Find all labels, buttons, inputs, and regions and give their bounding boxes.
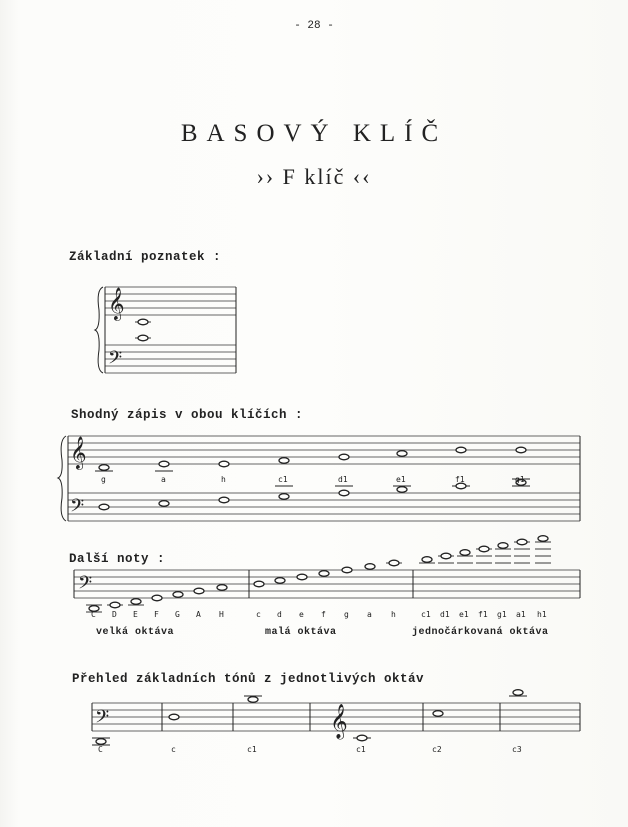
note-label: F [154, 610, 159, 619]
note-label: g [344, 610, 349, 619]
note-label: g1 [497, 610, 507, 619]
note-label: h [221, 475, 226, 484]
section-heading-more: Další noty : [69, 552, 166, 566]
note-label: f1 [478, 610, 488, 619]
note-label: C [98, 745, 103, 754]
note-label: c1 [247, 745, 257, 754]
note-label: c2 [432, 745, 442, 754]
note-label: f1 [455, 475, 465, 484]
note-c [169, 714, 179, 720]
note-label: E [133, 610, 138, 619]
bass-clef-icon: 𝄢 [78, 573, 93, 598]
note-label: e1 [459, 610, 469, 619]
note-label: c [171, 745, 176, 754]
note-label: a [161, 475, 166, 484]
page-number: - 28 - [294, 20, 334, 32]
note-label: c [256, 610, 261, 619]
note-label: D [112, 610, 117, 619]
note-label: e1 [396, 475, 406, 484]
note-label: c1 [421, 610, 431, 619]
note-label: f [321, 610, 326, 619]
octave-label-small: malá oktáva [265, 627, 337, 638]
bass-clef-icon: 𝄢 [95, 707, 110, 732]
octave-label-great: velká oktáva [96, 627, 175, 638]
note-label: c3 [512, 745, 522, 754]
page-title: BASOVÝ KLÍČ [180, 120, 448, 147]
note-label: C [91, 610, 96, 619]
section-heading-same: Shodný zápis v obou klíčích : [71, 408, 304, 422]
note-c3 [513, 690, 523, 696]
note-c1-bass [248, 697, 258, 703]
note-label: a [367, 610, 372, 619]
note-c1-treble [357, 735, 367, 741]
note-c2 [433, 711, 443, 717]
treble-clef-icon: 𝄞 [108, 287, 125, 320]
section-heading-overview: Přehled základních tónů z jednotlivých oktáv [72, 672, 425, 686]
note-label: A [196, 610, 201, 619]
treble-clef-icon: 𝄞 [70, 436, 87, 469]
note-label: d1 [338, 475, 348, 484]
section-heading-basic: Základní poznatek : [69, 250, 222, 264]
note-label: H [219, 610, 224, 619]
bass-clef-icon: 𝄢 [70, 496, 85, 521]
note-label: d [277, 610, 282, 619]
page-subtitle: ›› F klíč ‹‹ [256, 164, 372, 189]
note-label: c1 [356, 745, 366, 754]
octave-label-one-line: jednočárkovaná oktáva [412, 627, 549, 638]
note-label: a1 [516, 610, 526, 619]
note-label: e [299, 610, 304, 619]
note-label: c1 [278, 475, 288, 484]
note-label: d1 [440, 610, 450, 619]
note-label: h [391, 610, 396, 619]
note-label: G [175, 610, 180, 619]
note-label: g [101, 475, 106, 484]
note-C [96, 739, 106, 745]
bass-clef-icon: 𝄢 [108, 348, 123, 373]
note-label: h1 [537, 610, 547, 619]
note-label: g1 [515, 475, 525, 484]
treble-clef-icon: 𝄞 [330, 704, 348, 739]
